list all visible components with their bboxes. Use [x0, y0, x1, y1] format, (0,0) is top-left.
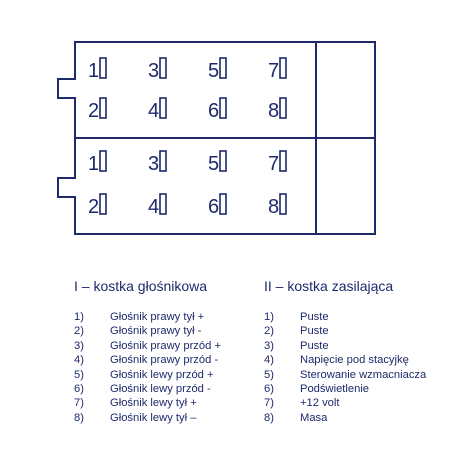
legend-list	[74, 310, 221, 425]
legend-item-text: Głośnik prawy tył +	[110, 311, 205, 323]
legend-item-text: Głośnik prawy tył -	[110, 325, 202, 338]
legend-item	[74, 324, 221, 338]
legend-item	[264, 339, 426, 353]
legend-item-text: Głośnik lewy tył +	[110, 397, 197, 410]
legend-item-text: Podświetlenie	[300, 382, 370, 395]
legend-item-number: 5)	[74, 368, 84, 381]
legend-item-number: 8)	[74, 411, 84, 424]
legend-item	[264, 310, 426, 324]
pin-terminal-slot	[220, 151, 226, 171]
pin-number-5: 5	[208, 153, 220, 175]
legend-item-text: Napięcie pod stacyjkę	[300, 354, 409, 367]
pin-number-3: 3	[148, 60, 160, 82]
legend-item-number: 6)	[74, 382, 84, 395]
legend-item-text: Głośnik lewy przód +	[110, 368, 214, 381]
legend-item	[74, 396, 221, 410]
upper-pin-group	[88, 58, 286, 122]
legend-item-number: 1)	[264, 311, 274, 323]
pin-terminal-slot	[100, 151, 106, 171]
legend-item-number: 4)	[74, 354, 84, 367]
legend-item	[264, 396, 426, 410]
legend-item-number: 1)	[74, 311, 84, 323]
legend-item-number: 4)	[264, 354, 274, 367]
pin-terminal-slot	[100, 98, 106, 118]
legend-item-text: Głośnik prawy przód +	[110, 339, 221, 352]
pin-number-5: 5	[208, 60, 220, 82]
legend-item-text: Puste	[300, 311, 329, 323]
power-connector-legend	[264, 278, 426, 425]
legend-item-number: 6)	[264, 382, 274, 395]
pin-number-3: 3	[148, 153, 160, 175]
legend-item-number: 5)	[264, 368, 274, 381]
legend-item-text: Sterowanie wzmacniacza	[300, 368, 427, 381]
pin-number-6: 6	[208, 196, 220, 218]
pin-number-1: 1	[88, 153, 100, 175]
pin-terminal-slot	[280, 58, 286, 78]
legend-item	[74, 411, 221, 425]
legend-item-number: 8)	[264, 411, 274, 424]
pin-terminal-slot	[280, 151, 286, 171]
lower-pin-group	[88, 151, 286, 218]
pin-terminal-slot	[100, 194, 106, 214]
legend-item-text: +12 volt	[300, 397, 340, 410]
legend-list	[264, 310, 426, 425]
pin-number-1: 1	[88, 60, 100, 82]
pin-terminal-slot	[100, 58, 106, 78]
pin-terminal-slot	[220, 58, 226, 78]
speaker-connector-legend	[74, 278, 221, 425]
legend-title: II – kostka zasilająca	[264, 278, 394, 294]
legend-item	[264, 368, 426, 382]
legend-item-text: Głośnik prawy przód -	[110, 354, 219, 367]
pin-terminal-slot	[160, 98, 166, 118]
pin-terminal-slot	[220, 98, 226, 118]
pin-terminal-slot	[160, 58, 166, 78]
legend-item-number: 2)	[264, 325, 274, 338]
legend-item-number: 3)	[74, 339, 84, 352]
pin-terminal-slot	[160, 151, 166, 171]
pin-number-4: 4	[148, 100, 160, 122]
legend-item-text: Puste	[300, 325, 329, 338]
legend-item	[264, 353, 426, 367]
pin-number-8: 8	[268, 100, 280, 122]
legend-item-number: 3)	[264, 339, 274, 352]
legend-item-number: 7)	[74, 397, 84, 410]
legend-item	[264, 411, 426, 425]
upper-block-outline	[58, 42, 375, 138]
pin-number-2: 2	[88, 100, 100, 122]
legend-item	[74, 339, 221, 353]
pin-terminal-slot	[280, 194, 286, 214]
legend-item-text: Głośnik lewy przód -	[110, 382, 211, 395]
legend-item	[264, 324, 426, 338]
pin-number-7: 7	[268, 153, 280, 175]
pin-number-8: 8	[268, 196, 280, 218]
pin-number-6: 6	[208, 100, 220, 122]
legend-item-text: Głośnik lewy tył –	[110, 411, 197, 424]
legend-item-number: 2)	[74, 325, 84, 338]
legend-item	[74, 353, 221, 367]
legend-item-text: Puste	[300, 339, 329, 352]
legend-item-number: 7)	[264, 397, 274, 410]
legend-item	[264, 382, 426, 396]
legend-item-text: Masa	[300, 411, 328, 424]
legend-title: I – kostka głośnikowa	[74, 278, 208, 294]
legend-item	[74, 368, 221, 382]
pin-terminal-slot	[280, 98, 286, 118]
pin-number-2: 2	[88, 196, 100, 218]
pin-terminal-slot	[220, 194, 226, 214]
pin-terminal-slot	[160, 194, 166, 214]
legend-item	[74, 310, 221, 324]
pin-number-4: 4	[148, 196, 160, 218]
legend-item	[74, 382, 221, 396]
pin-number-7: 7	[268, 60, 280, 82]
